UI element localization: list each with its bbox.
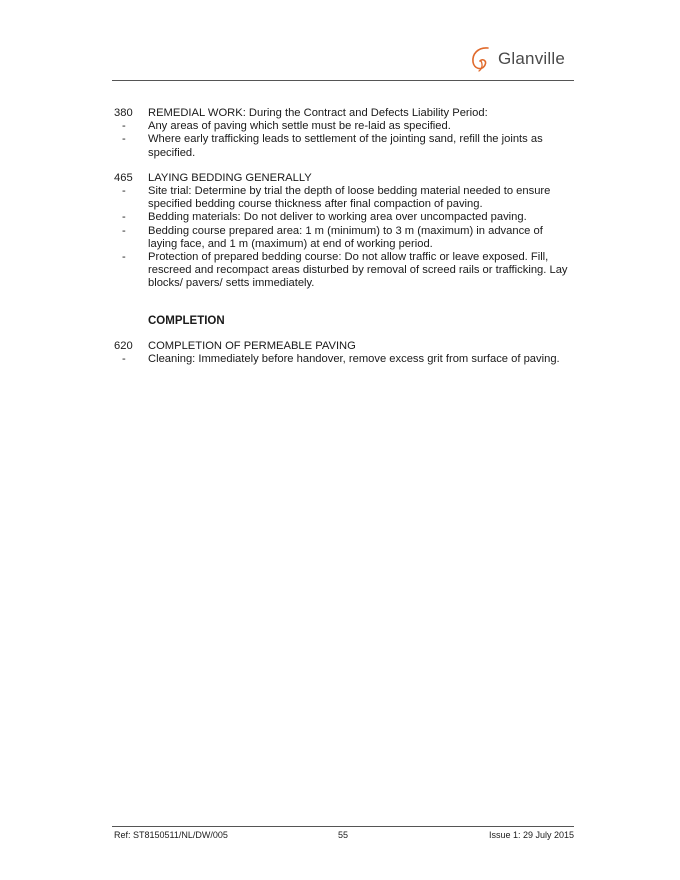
- list-item: [114, 225, 574, 251]
- bullet-text: Protection of prepared bedding course: Do not allow traffic or leave exposed. Fill, rescreed and recompact areas disturbed by removal of screed rails or trafficking. Lay blocks/ pavers/ setts immediately.: [148, 251, 568, 290]
- bullet-dash-icon: -: [122, 120, 126, 133]
- clause-number: 465: [114, 171, 133, 184]
- logo-text: Glanville: [498, 49, 565, 68]
- clause-heading: [114, 340, 574, 353]
- footer-divider: [112, 826, 574, 827]
- list-item: [114, 353, 574, 366]
- clause-heading: [114, 172, 574, 185]
- glanville-swirl-icon: [466, 44, 496, 74]
- bullet-text: Where early trafficking leads to settlement of the jointing sand, refill the joints as specified.: [148, 133, 543, 159]
- clause-number: 380: [114, 107, 133, 119]
- bullet-dash-icon: -: [122, 211, 126, 224]
- header-divider: [112, 80, 574, 81]
- bullet-dash-icon: -: [122, 353, 126, 366]
- clause-title: LAYING BEDDING GENERALLY: [148, 171, 312, 184]
- clauses-bottom: [114, 340, 574, 366]
- list-item: [114, 133, 574, 159]
- clause-heading: [114, 107, 574, 120]
- list-item: [114, 251, 574, 291]
- bullet-text: Bedding course prepared area: 1 m (minimum) to 3 m (maximum) in advance of laying face, and 1 m (maximum) at end of working period.: [148, 224, 543, 250]
- clauses-top: [114, 107, 574, 291]
- clause-bullet-list: [114, 353, 574, 366]
- clause-bullet-list: [114, 185, 574, 291]
- bullet-text: Any areas of paving which settle must be re-laid as specified.: [148, 120, 451, 133]
- clause-465: [114, 172, 574, 291]
- company-logo: [466, 44, 565, 74]
- bullet-text: Bedding materials: Do not deliver to working area over uncompacted paving.: [148, 211, 527, 224]
- bullet-dash-icon: -: [122, 133, 126, 146]
- list-item: [114, 185, 574, 211]
- document-body: [114, 107, 574, 378]
- bullet-dash-icon: -: [122, 224, 126, 237]
- page-footer: [114, 830, 574, 840]
- list-item: [114, 211, 574, 224]
- footer-reference: Ref: ST8150511/NL/DW/005: [114, 830, 228, 840]
- clause-title: REMEDIAL WORK: During the Contract and Defects Liability Period:: [148, 107, 488, 119]
- list-item: [114, 120, 574, 133]
- bullet-dash-icon: -: [122, 185, 126, 198]
- bullet-text: Cleaning: Immediately before handover, remove excess grit from surface of paving.: [148, 353, 560, 366]
- clause-380: [114, 107, 574, 160]
- bullet-dash-icon: -: [122, 251, 126, 264]
- clause-title: COMPLETION OF PERMEABLE PAVING: [148, 339, 356, 352]
- bullet-text: Site trial: Determine by trial the depth of loose bedding material needed to ensure specified bedding course thickness after final compaction of paving.: [148, 185, 551, 211]
- clause-620: [114, 340, 574, 366]
- footer-issue: Issue 1: 29 July 2015: [488, 830, 574, 840]
- clause-number: 620: [114, 339, 133, 352]
- clause-bullet-list: [114, 120, 574, 160]
- section-heading: COMPLETION: [148, 314, 225, 327]
- page-number: 55: [338, 830, 349, 840]
